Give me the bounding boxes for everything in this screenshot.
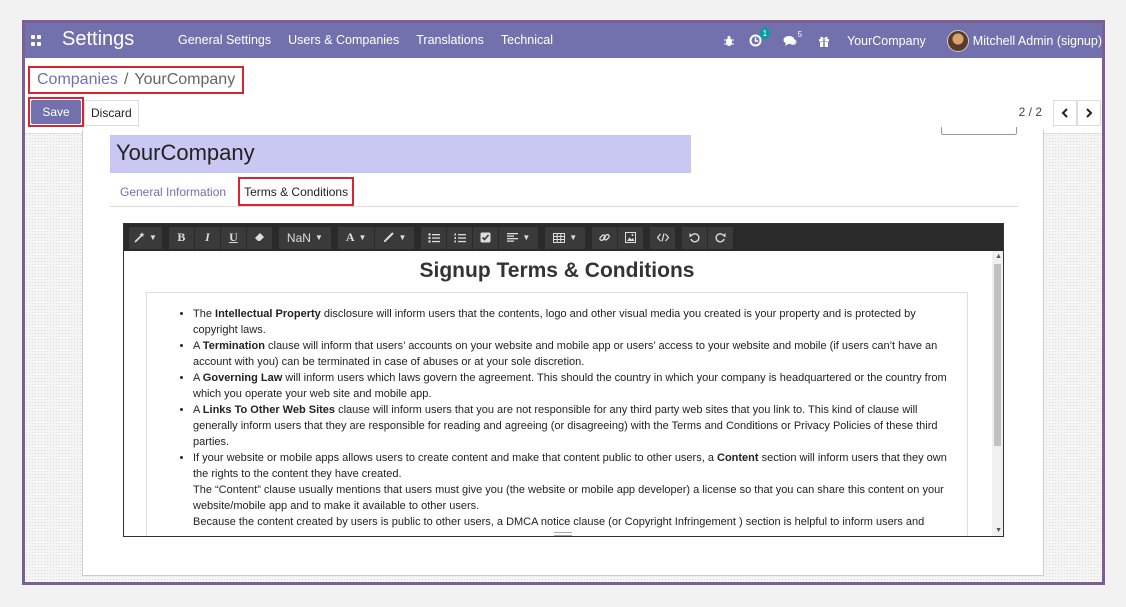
font-size-value: NaN bbox=[286, 230, 311, 245]
image-icon bbox=[625, 232, 636, 243]
menu-technical[interactable]: Technical bbox=[500, 33, 554, 47]
breadcrumb-companies[interactable]: Companies bbox=[37, 71, 118, 88]
top-navbar bbox=[25, 23, 1102, 58]
user-name: Mitchell Admin (signup) bbox=[972, 33, 1102, 48]
undo-icon bbox=[689, 232, 700, 243]
font-size-dropdown[interactable]: NaN ▼ bbox=[279, 227, 332, 249]
control-panel bbox=[25, 58, 1102, 134]
tab-general-information[interactable]: General Information bbox=[120, 185, 227, 199]
menu-translations[interactable]: Translations bbox=[416, 33, 484, 47]
gift-icon[interactable] bbox=[818, 35, 830, 47]
italic-button[interactable]: I bbox=[195, 227, 221, 249]
tab-terms-conditions-label: Terms & Conditions bbox=[244, 184, 349, 199]
save-button[interactable]: Save bbox=[31, 100, 81, 124]
eraser-icon bbox=[254, 233, 265, 242]
activity-icon[interactable] bbox=[749, 29, 768, 47]
messages-count-badge: 5 bbox=[797, 29, 803, 39]
avatar bbox=[947, 30, 969, 52]
editor-content-area[interactable] bbox=[124, 251, 1003, 536]
dmca-clause-text: Because the content created by users is public to other users, a DMCA notice clause (or Copyright Infringement ) section is helpful to inform users and bbox=[193, 516, 925, 528]
paragraph-align-dropdown[interactable]: ▼ bbox=[499, 227, 539, 249]
pager-value: 2 / 2 bbox=[1018, 105, 1042, 119]
list-ul-icon bbox=[428, 233, 440, 243]
undo-button[interactable] bbox=[682, 227, 708, 249]
list-ol-icon bbox=[454, 233, 466, 243]
table-dropdown[interactable]: ▼ bbox=[545, 227, 586, 249]
pager-next-button[interactable] bbox=[1077, 100, 1101, 126]
table-icon bbox=[553, 233, 565, 243]
redo-button[interactable] bbox=[708, 227, 734, 249]
main-menu bbox=[178, 33, 570, 47]
scroll-down-arrow-icon[interactable]: ▼ bbox=[995, 527, 1002, 534]
smart-button[interactable] bbox=[941, 127, 1017, 135]
align-left-icon bbox=[507, 233, 518, 242]
code-view-button[interactable] bbox=[650, 227, 676, 249]
list-item: • A Termination clause will inform that users’ accounts on your website and mobile app or users’ access to your website and mobile (if users can’t have an account with you) can be terminated in case of abuses or at your sole discretion. bbox=[193, 338, 953, 370]
app-title[interactable]: Settings bbox=[62, 28, 135, 50]
form-view-background bbox=[25, 134, 1102, 585]
font-color-dropdown[interactable]: A ▼ bbox=[338, 227, 376, 249]
company-switcher[interactable]: YourCompany bbox=[847, 33, 926, 48]
breadcrumb-current: YourCompany bbox=[134, 71, 236, 88]
html-editor bbox=[123, 223, 1004, 537]
list-item: • If your website or mobile apps allows users to create content and make that content public to other users, a Content section will inform users that they own the rights to the content they have created. The “Content” clause usually mentions that users must give you (the website or mobile app developer) a license so that you can share this content on your website/mobile app and to make it available to other users. Because the content created by users is public to other users, a DMCA notice clause (or Copyright Infringement ) section is helpful to inform users and bbox=[193, 450, 953, 530]
list-item: • A Governing Law will inform users which laws govern the agreement. This should the country in which your company is headquartered or the country from which you operate your web site and mobile app. bbox=[193, 370, 953, 402]
activity-count-badge: 1 bbox=[760, 28, 770, 39]
document-title: Signup Terms & Conditions bbox=[419, 259, 695, 282]
checklist-button[interactable] bbox=[473, 227, 499, 249]
systray bbox=[716, 23, 1102, 58]
save-button-highlight bbox=[28, 97, 84, 127]
checkbox-icon bbox=[480, 232, 491, 243]
ordered-list-button[interactable] bbox=[447, 227, 473, 249]
pager-previous-button[interactable] bbox=[1053, 100, 1077, 126]
notebook-tabs bbox=[110, 177, 1018, 207]
content-clause-text: The “Content” clause usually mentions that users must give you (the website or mobile app developer) a license so that you can share this content on your website/mobile app and to make it available to other users. bbox=[193, 484, 944, 512]
app-window bbox=[22, 20, 1105, 585]
discard-button[interactable]: Discard bbox=[84, 100, 139, 126]
style-dropdown-button[interactable]: ▼ bbox=[129, 227, 163, 249]
highlight-color-dropdown[interactable]: ▼ bbox=[375, 227, 415, 249]
underline-button[interactable]: U bbox=[221, 227, 247, 249]
bold-button[interactable]: B bbox=[169, 227, 195, 249]
apps-menu-icon[interactable] bbox=[31, 35, 42, 46]
terms-list bbox=[193, 306, 953, 530]
redo-icon bbox=[715, 232, 726, 243]
debug-icon[interactable] bbox=[723, 35, 735, 47]
paint-brush-icon bbox=[383, 232, 394, 243]
insert-image-button[interactable] bbox=[618, 227, 644, 249]
form-sheet bbox=[82, 130, 1044, 576]
eraser-button[interactable] bbox=[247, 227, 273, 249]
menu-users-companies[interactable]: Users & Companies bbox=[288, 33, 400, 47]
menu-general-settings[interactable]: General Settings bbox=[178, 33, 272, 47]
user-menu[interactable] bbox=[947, 30, 1102, 52]
editor-toolbar bbox=[124, 224, 1003, 251]
editor-resize-handle[interactable] bbox=[554, 532, 572, 536]
magic-wand-icon bbox=[134, 232, 145, 243]
scroll-up-arrow-icon[interactable]: ▲ bbox=[995, 253, 1002, 260]
scroll-thumb[interactable] bbox=[994, 264, 1001, 446]
list-item: • A Links To Other Web Sites clause will inform users that you are not responsible for any third party web sites that you link to. This kind of clause will generally inform users that they are responsible for reading and agreeing (or disagreeing) with the Terms and Conditions or Privacy Policies of these third parties. bbox=[193, 402, 953, 450]
tab-terms-conditions[interactable] bbox=[238, 177, 354, 206]
breadcrumb-separator: / bbox=[123, 71, 129, 88]
messages-icon[interactable] bbox=[783, 29, 803, 47]
editor-scrollbar[interactable] bbox=[992, 251, 1003, 536]
code-icon bbox=[657, 233, 669, 242]
company-name-input[interactable]: YourCompany bbox=[110, 135, 691, 173]
insert-link-button[interactable] bbox=[592, 227, 618, 249]
unordered-list-button[interactable] bbox=[421, 227, 447, 249]
list-item: • The Intellectual Property disclosure will inform users that the contents, logo and other visual media you created is your property and is protected by copyright laws. bbox=[193, 306, 953, 338]
document-body bbox=[146, 292, 968, 536]
link-icon bbox=[599, 232, 610, 243]
breadcrumb bbox=[28, 66, 244, 94]
